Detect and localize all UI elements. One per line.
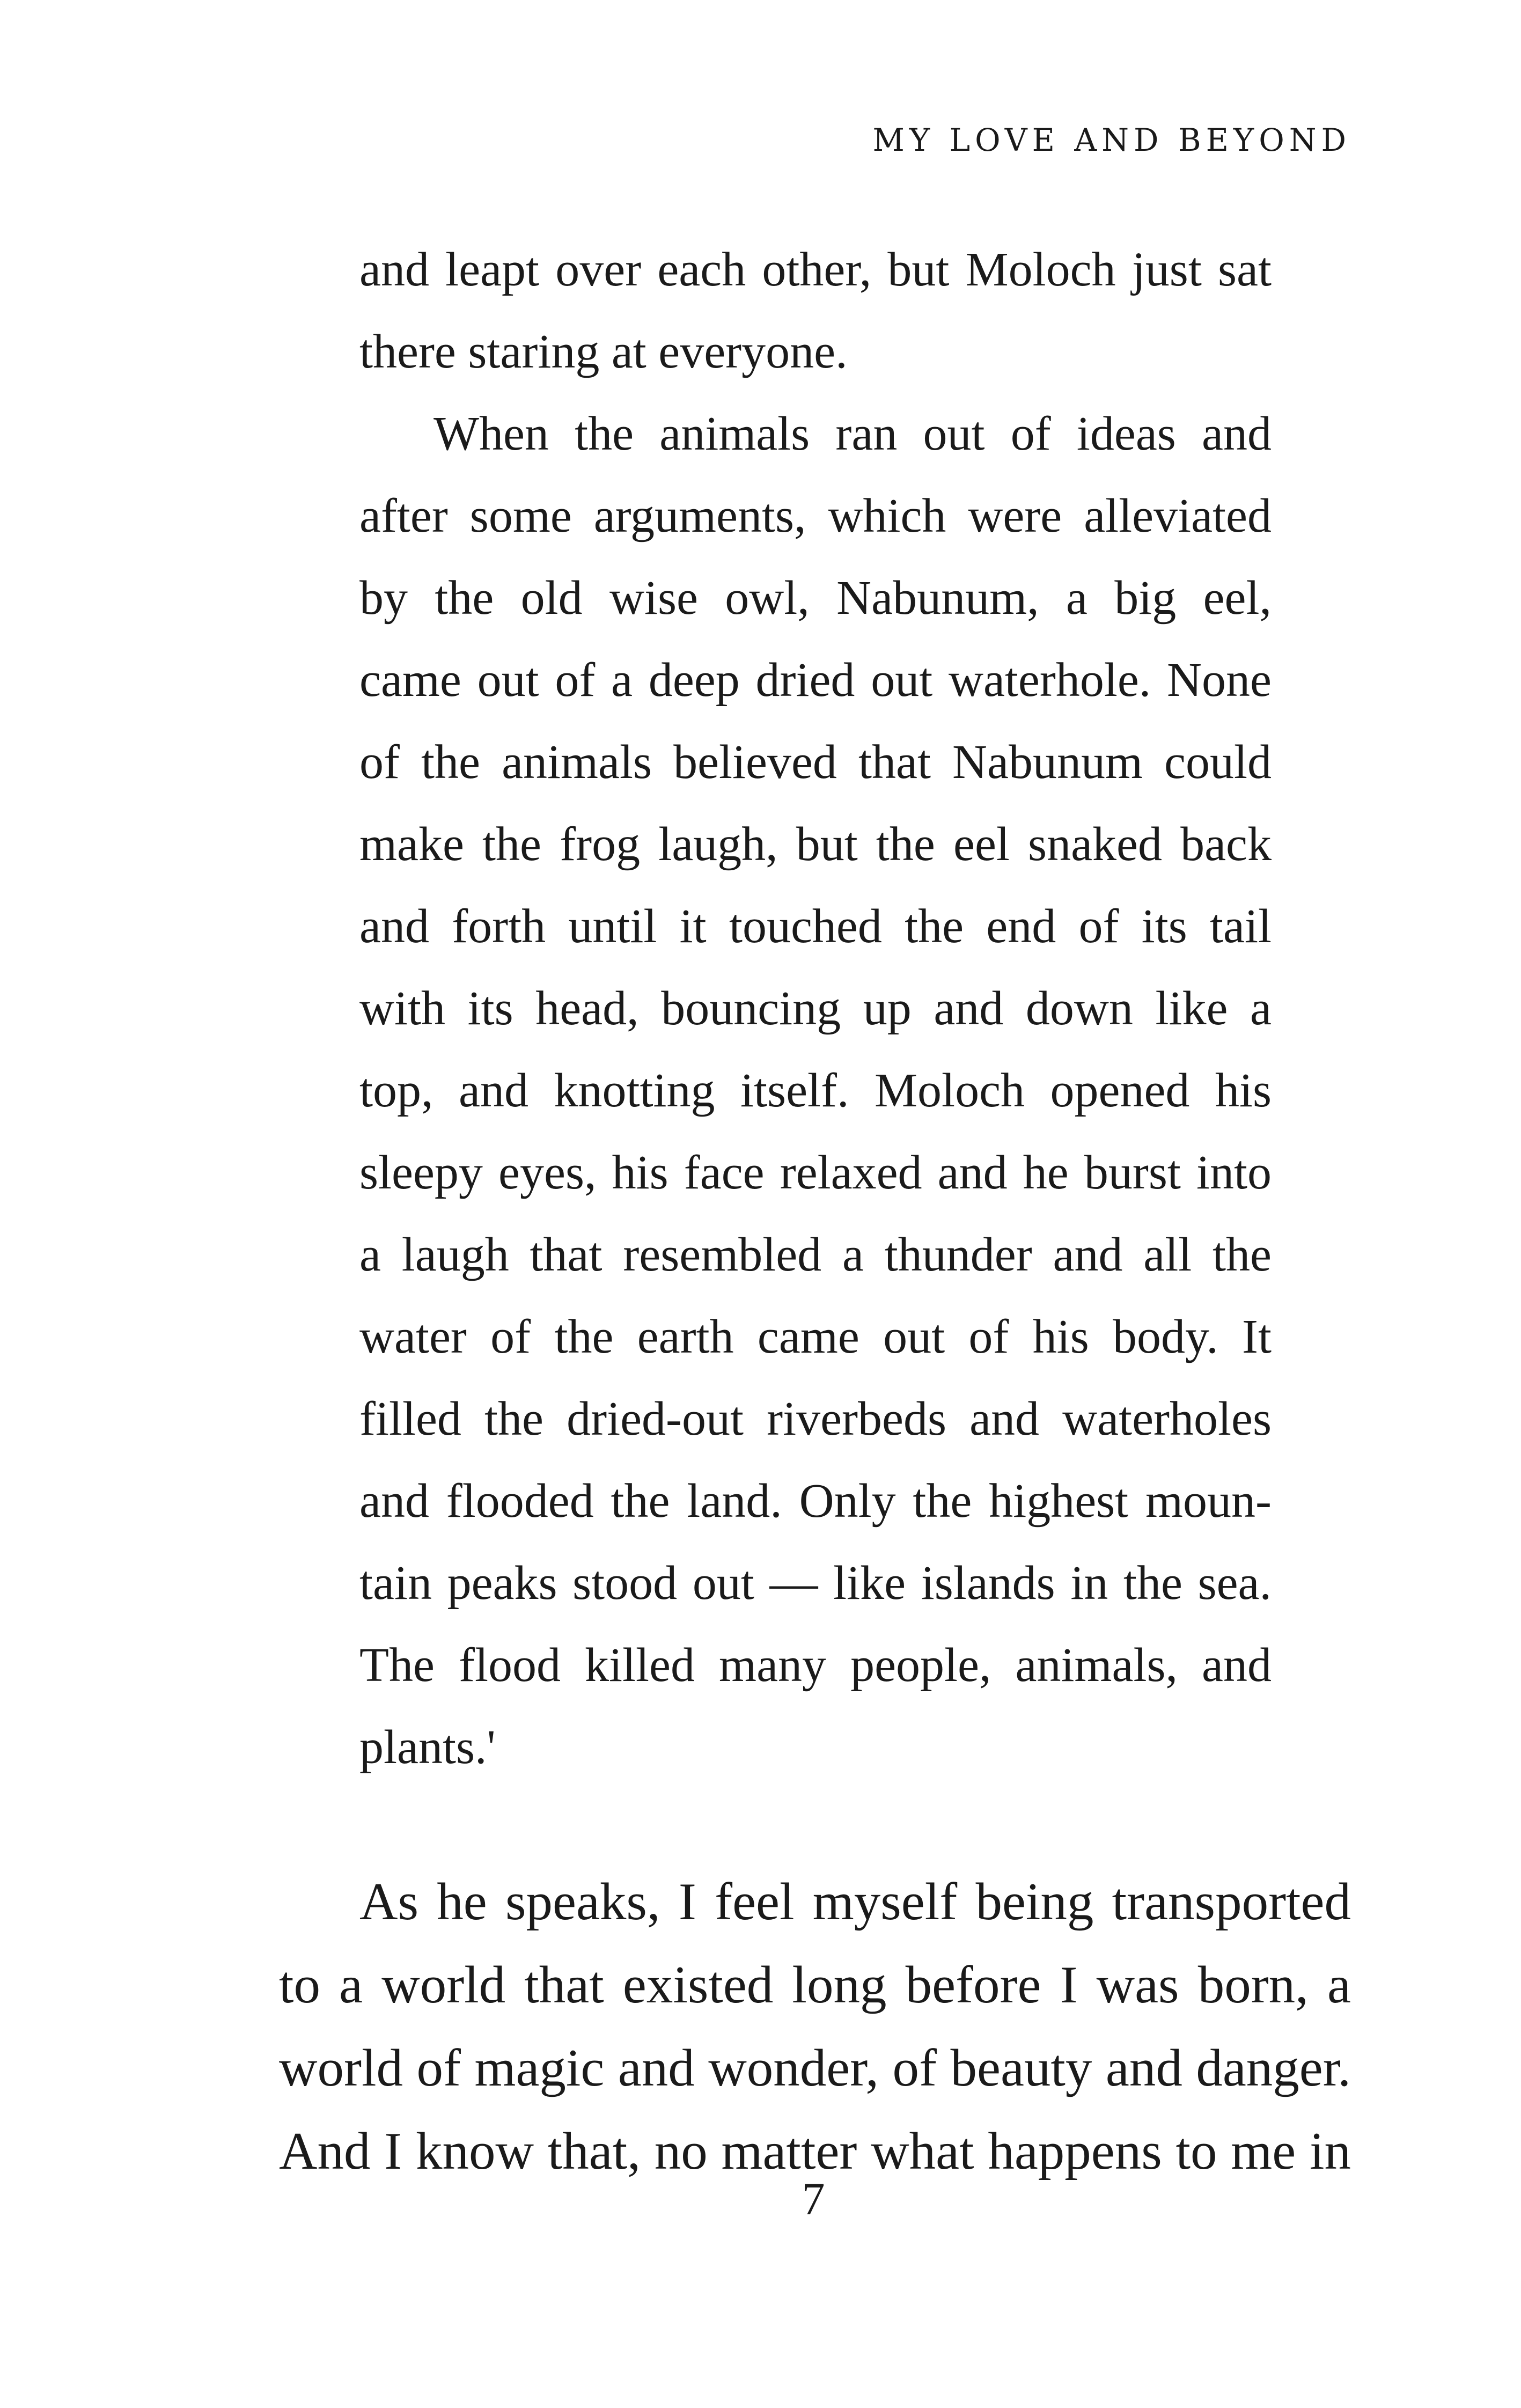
block-quote-line: with its head, bouncing up and down like a <box>359 982 1272 1035</box>
block-quote-line: by the old wise owl, Nabunum, a big eel, <box>359 571 1272 625</box>
block-quote-line: tain peaks stood out — like islands in the sea. <box>359 1557 1272 1610</box>
block-quote-line: plants.' <box>359 1721 496 1774</box>
block-quote-line: make the frog laugh, but the eel snaked back <box>359 818 1272 871</box>
block-quote-line: there staring at everyone. <box>359 325 848 378</box>
running-head: MY LOVE AND BEYOND <box>872 122 1351 158</box>
body-line: And I know that, no matter what happens to me in <box>279 2122 1351 2181</box>
block-quote-line: a laugh that resembled a thunder and all the <box>359 1228 1272 1281</box>
block-quote-line: and flooded the land. Only the highest moun- <box>359 1474 1272 1528</box>
block-quote-line: top, and knotting itself. Moloch opened his <box>359 1064 1272 1117</box>
block-quote-line: The flood killed many people, animals, and <box>359 1639 1272 1692</box>
page-number: 7 <box>802 2173 825 2225</box>
block-quote-line: came out of a deep dried out waterhole. None <box>359 654 1272 707</box>
block-quote-line: and forth until it touched the end of its tail <box>359 900 1272 953</box>
block-quote-line: sleepy eyes, his face relaxed and he burst into <box>359 1146 1272 1199</box>
block-quote-line: after some arguments, which were alleviated <box>359 489 1272 542</box>
block-quote-line: of the animals believed that Nabunum could <box>359 736 1272 789</box>
body-line: world of magic and wonder, of beauty and danger. <box>279 2039 1351 2097</box>
body-line: As he speaks, I feel myself being transported <box>359 1873 1351 1931</box>
block-quote-line: filled the dried-out riverbeds and waterholes <box>359 1392 1272 1445</box>
block-quote-line: water of the earth came out of his body. It <box>359 1310 1272 1363</box>
block-quote-line: and leapt over each other, but Moloch just sat <box>359 243 1272 296</box>
block-quote-line: When the animals ran out of ideas and <box>433 407 1272 460</box>
body-line: to a world that existed long before I was born, a <box>279 1956 1351 2014</box>
